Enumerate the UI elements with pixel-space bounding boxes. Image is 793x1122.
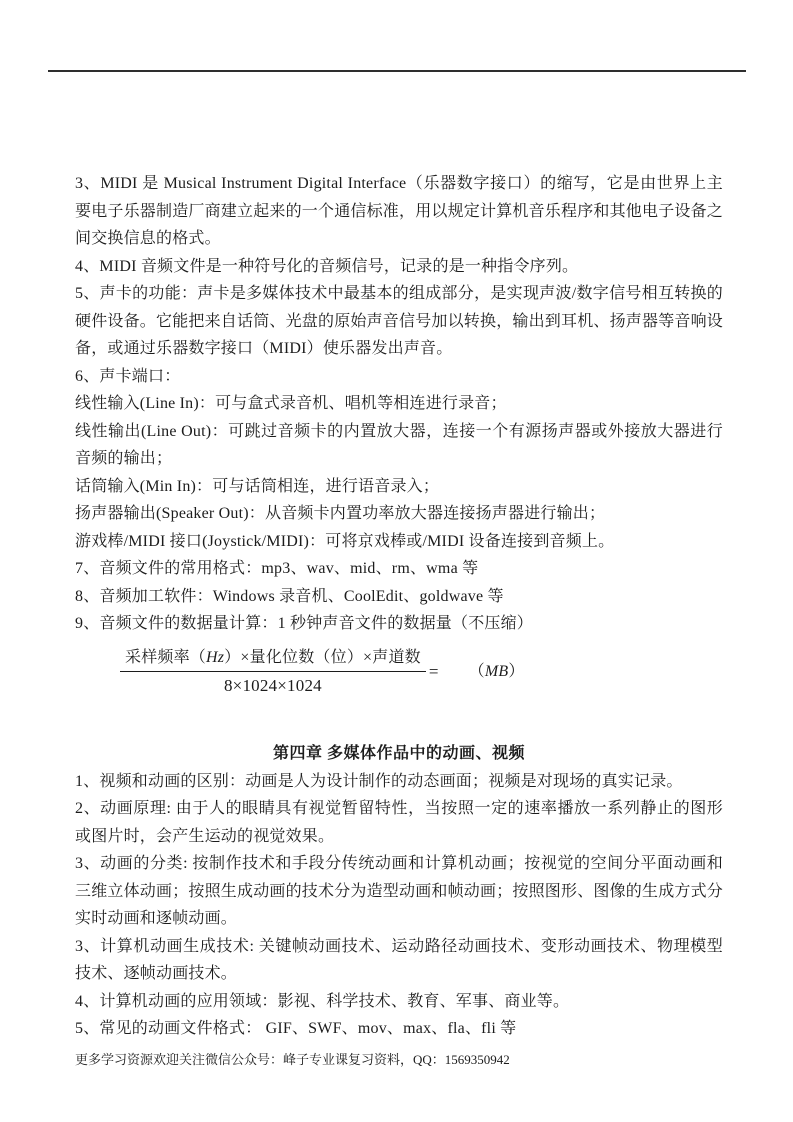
formula-variable-hz: Hz [206,648,225,666]
formula-numerator [120,647,426,673]
formula-variable-mb: MB [484,663,509,681]
paragraph-animation-file-formats: 5、常见的动画文件格式： GIF、SWF、mov、max、fla、fli 等 [75,1020,517,1038]
paragraph-audio-formats: 7、音频文件的常用格式：mp3、wav、mid、rm、wma 等 [75,560,479,577]
formula-numerator-suffix: ）×量化位数（位）×声道数 [224,648,421,666]
paragraph-animation-applications: 4、计算机动画的应用领域：影视、科学技术、教育、军事、商业等。 [75,992,570,1010]
formula-result [469,661,525,683]
paragraph-mic-in: 话筒输入(Min In)：可与话筒相连，进行语音录入； [75,477,440,495]
paragraph-animation-principle: 2、动画原理: 由于人的眼睛具有视觉暂留特性，当按照一定的速率播放一系列静止的图形或图片时，会产生运动的视觉效果。 [75,800,723,845]
formula-fraction [120,647,426,699]
paragraph-soundcard-ports-heading: 6、声卡端口： [75,367,181,385]
document-body [75,170,723,1043]
footer-note: 更多学习资源欢迎关注微信公众号：峰子专业课复习资料，QQ：1569350942 [75,1052,510,1067]
formula-denominator: 8×1024×1024 [223,676,322,696]
paragraph-midi-file: 4、MIDI 音频文件是一种符号化的音频信号，记录的是一种指令序列。 [75,257,579,275]
formula-numerator-prefix: 采样频率（ [125,648,207,666]
paragraph-video-vs-animation: 1、视频和动画的区别：动画是人为设计制作的动态画面；视频是对现场的真实记录。 [75,772,683,790]
paragraph-animation-classification: 3、动画的分类: 按制作技术和手段分传统动画和计算机动画；按视觉的空间分平面动画和三维立体动画；按照生成动画的技术分为造型动画和帧动画；按照图形、图像的生成方式分实时动画和逐帧动画。 [75,855,724,928]
paragraph-line-in: 线性输入(Line In)：可与盒式录音机、唱机等相连进行录音； [75,395,507,412]
paragraph-audio-software: 8、音频加工软件：Windows 录音机、CoolEdit、goldwave 等 [75,587,504,605]
paragraph-midi-definition: 3、MIDI 是 Musical Instrument Digital Interface（乐器数字接口）的缩写，它是由世界上主要电子乐器制造厂商建立起来的一个通信标准，用以规定计算机音乐程序和其他电子设备之间交换信息的格式。 [75,175,724,247]
audio-data-size-formula [120,647,723,699]
chapter-title: 第四章 多媒体作品中的动画、视频 [272,745,525,763]
equals-sign: = [428,661,439,681]
formula-result-close: ） [508,663,525,681]
paragraph-soundcard-function: 5、声卡的功能：声卡是多媒体技术中最基本的组成部分，是实现声波/数字信号相互转换的硬件设备。它能把来自话筒、光盘的原始声音信号加以转换，输出到耳机、扬声器等音响设备，或通过乐器数字接口（MIDI）使乐器发出声音。 [75,285,724,357]
header-rule [48,70,746,72]
paragraph-animation-generation-tech: 3、计算机动画生成技术: 关键帧动画技术、运动路径动画技术、变形动画技术、物理模型技术、逐帧动画技术。 [75,937,723,983]
paragraph-joystick-midi: 游戏棒/MIDI 接口(Joystick/MIDI)：可将京戏棒或/MIDI 设备连接到音频上。 [75,532,615,550]
paragraph-data-size-calc: 9、音频文件的数据量计算：1 秒钟声音文件的数据量（不压缩） [75,615,534,632]
paragraph-line-out: 线性输出(Line Out)：可跳过音频卡的内置放大器，连接一个有源扬声器或外接放大器进行音频的输出； [75,422,723,467]
formula-result-open: （ [468,663,485,681]
paragraph-speaker-out: 扬声器输出(Speaker Out)：从音频卡内置功率放大器连接扬声器进行输出； [75,505,606,522]
